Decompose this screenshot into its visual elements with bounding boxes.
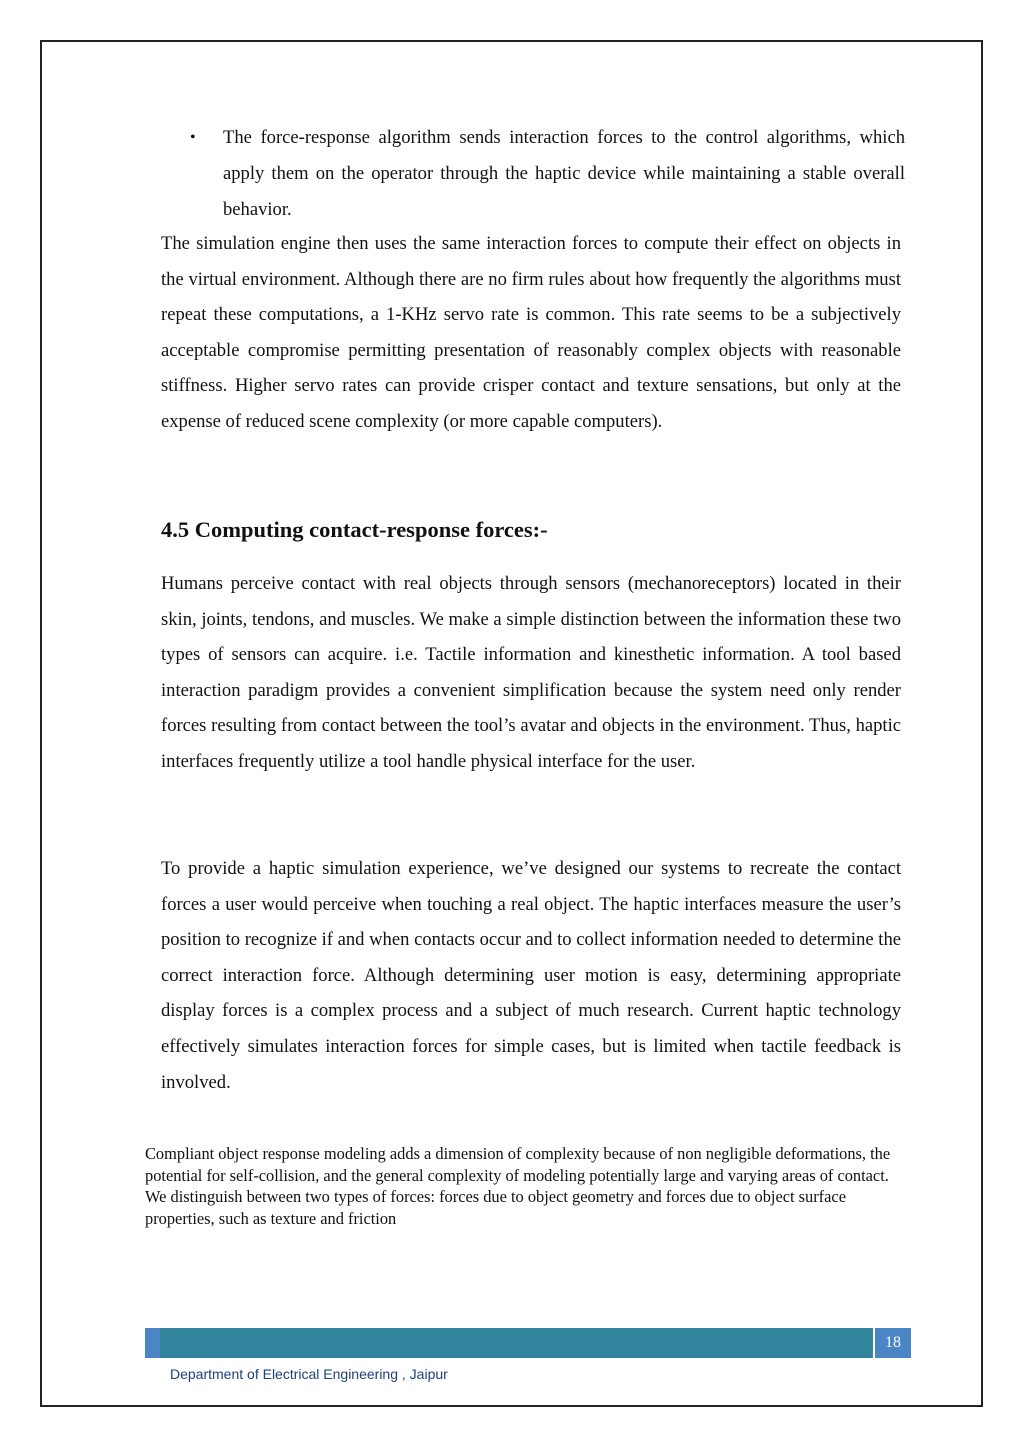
section-heading: 4.5 Computing contact-response forces:- — [161, 517, 548, 542]
footer-bar — [145, 1328, 911, 1358]
paragraph-haptic-simulation: To provide a haptic simulation experience, we’ve designed our systems to recreate the contact forces a user would perceive when touching a real object. The haptic interfaces measure the user’s position to recognize if and when contacts occur and to collect information needed to determine the correct interaction force. Although determining user motion is easy, determining appropriate display forces is a complex process and a subject of much research. Current haptic technology effectively simulates interaction forces for simple cases, but is limited when tactile feedback is involved. — [161, 858, 901, 1093]
paragraph-compliant-object: Compliant object response modeling adds a dimension of complexity because of non negligible deformations, the potential for self-collision, and the general complexity of modeling potentially large and varying areas of contact. We distinguish between two types of forces: forces due to object geometry and forces due to object surface properties, such as texture and friction — [145, 1144, 891, 1228]
footer-bar-band — [160, 1328, 873, 1358]
footer-department: Department of Electrical Engineering , Jaipur — [170, 1366, 448, 1382]
page-number: 18 — [875, 1328, 911, 1358]
bullet-marker: • — [190, 129, 196, 146]
paragraph-human-perception: Humans perceive contact with real objects through sensors (mechanoreceptors) located in their skin, joints, tendons, and muscles. We make a simple distinction between the information these two types of sensors can acquire. i.e. Tactile information and kinesthetic information. A tool based interaction paradigm provides a convenient simplification because the system need only render forces resulting from contact between the tool’s avatar and objects in the environment. Thus, haptic interfaces frequently utilize a tool handle physical interface for the user. — [161, 573, 901, 772]
bullet-list-item — [190, 120, 905, 228]
bullet-text: The force-response algorithm sends interaction forces to the control algorithms, which apply them on the operator through the haptic device while maintaining a stable overall behavior. — [223, 127, 905, 220]
footer-bar-accent — [145, 1328, 160, 1358]
paragraph-simulation-engine: The simulation engine then uses the same interaction forces to compute their effect on objects in the virtual environment. Although there are no firm rules about how frequently the algorithms must repeat these computations, a 1-KHz servo rate is common. This rate seems to be a subjectively acceptable compromise permitting presentation of reasonably complex objects with reasonable stiffness. Higher servo rates can provide crisper contact and texture sensations, but only at the expense of reduced scene complexity (or more capable computers). — [161, 233, 901, 432]
